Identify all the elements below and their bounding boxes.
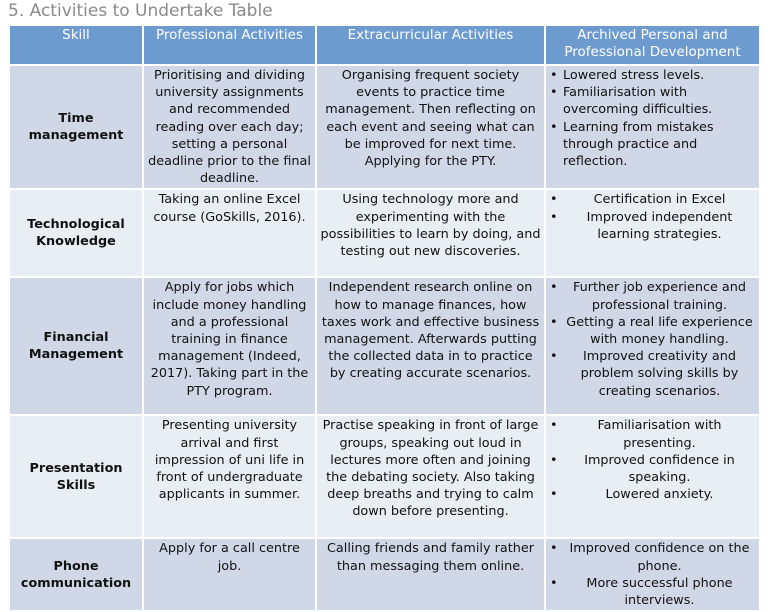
development-list <box>549 417 756 503</box>
development-item-text: Learning from mistakes through practice and reflection. <box>563 119 714 170</box>
list-item <box>549 84 756 118</box>
list-item <box>549 348 756 400</box>
header-professional: Professional Activities <box>143 25 316 65</box>
development-list <box>549 191 756 243</box>
list-item <box>549 119 756 171</box>
development-list <box>549 279 756 399</box>
extracurricular-cell: Practise speaking in front of large groups, speaking out loud in lectures more often and joining the debating society. Also taking deep breaths and trying to calm down before presenting. <box>316 415 545 538</box>
bullet-icon: • <box>550 349 558 365</box>
bullet-icon: • <box>550 192 558 208</box>
bullet-icon: • <box>550 487 558 503</box>
development-list <box>549 540 756 609</box>
list-item <box>549 191 756 208</box>
list-item <box>549 67 756 84</box>
professional-cell: Taking an online Excel course (GoSkills, 2016). <box>143 189 316 277</box>
extracurricular-cell: Calling friends and family rather than messaging them online. <box>316 538 545 611</box>
development-list <box>549 67 756 170</box>
list-item <box>549 209 756 243</box>
skill-cell: Technological Knowledge <box>9 189 143 277</box>
extracurricular-cell: Independent research online on how to manage finances, how taxes work and effective business management. Afterwards putting the collected data in to practice by creating accurate scenarios. <box>316 277 545 415</box>
list-item <box>549 417 756 451</box>
bullet-icon: • <box>550 418 558 434</box>
bullet-icon: • <box>550 68 558 83</box>
professional-cell: Prioritising and dividing university assignments and recommended reading over each day; setting a personal deadline prior to the final deadline. <box>143 65 316 189</box>
table-row <box>9 538 760 611</box>
header-development: Archived Personal and Professional Development <box>545 25 760 65</box>
bullet-icon: • <box>550 452 558 468</box>
professional-cell: Apply for a call centre job. <box>143 538 316 611</box>
table-row <box>9 65 760 189</box>
bullet-icon: • <box>550 119 558 135</box>
header-skill: Skill <box>9 25 143 65</box>
development-item-text: Improved creativity and problem solving skills by creating scenarios. <box>580 349 739 399</box>
development-item-text: Getting a real life experience with money handling. <box>566 314 753 348</box>
development-item-text: Lowered stress levels. <box>563 68 705 83</box>
bullet-icon: • <box>550 314 558 330</box>
development-item-text: Further job experience and professional training. <box>572 280 746 313</box>
development-item-text: Familiarisation with presenting. <box>597 418 722 451</box>
development-cell <box>545 415 760 538</box>
bullet-icon: • <box>550 575 558 591</box>
bullet-icon: • <box>550 85 558 101</box>
list-item <box>549 279 756 313</box>
development-cell <box>545 65 760 189</box>
table-row <box>9 189 760 277</box>
development-item-text: Improved confidence on the phone. <box>569 541 750 574</box>
skill-cell: Phone communication <box>9 538 143 611</box>
activities-table <box>8 24 761 612</box>
development-item-text: Certification in Excel <box>593 192 726 208</box>
header-row <box>9 25 760 65</box>
professional-cell: Presenting university arrival and first impression of uni life in front of undergraduate applicants in summer. <box>143 415 316 538</box>
table-row <box>9 415 760 538</box>
skill-cell: Time management <box>9 65 143 189</box>
development-item-text: Lowered anxiety. <box>605 487 714 503</box>
header-extracurricular: Extracurricular Activities <box>316 25 545 65</box>
list-item <box>549 314 756 348</box>
development-cell <box>545 277 760 415</box>
development-item-text: Familiarisation with overcoming difficulties. <box>563 85 713 118</box>
development-item-text: More successful phone interviews. <box>586 575 733 609</box>
extracurricular-cell: Using technology more and experimenting with the possibilities to learn by doing, and testing out new discoveries. <box>316 189 545 277</box>
development-cell <box>545 538 760 611</box>
list-item <box>549 452 756 486</box>
skill-cell: Financial Management <box>9 277 143 415</box>
bullet-icon: • <box>550 280 558 296</box>
bullet-icon: • <box>550 209 558 225</box>
development-cell <box>545 189 760 277</box>
development-item-text: Improved independent learning strategies. <box>586 209 733 242</box>
extracurricular-cell: Organising frequent society events to practice time management. Then reflecting on each event and seeing what can be improved for next time. Applying for the PTY. <box>316 65 545 189</box>
table-row <box>9 277 760 415</box>
list-item <box>549 486 756 503</box>
development-item-text: Improved confidence in speaking. <box>584 452 735 486</box>
skill-cell: Presentation Skills <box>9 415 143 538</box>
list-item <box>549 540 756 574</box>
list-item <box>549 575 756 609</box>
bullet-icon: • <box>550 541 558 557</box>
section-title: 5. Activities to Undertake Table <box>8 1 273 21</box>
professional-cell: Apply for jobs which include money handling and a professional training in finance management (Indeed, 2017). Taking part in the PTY program. <box>143 277 316 415</box>
